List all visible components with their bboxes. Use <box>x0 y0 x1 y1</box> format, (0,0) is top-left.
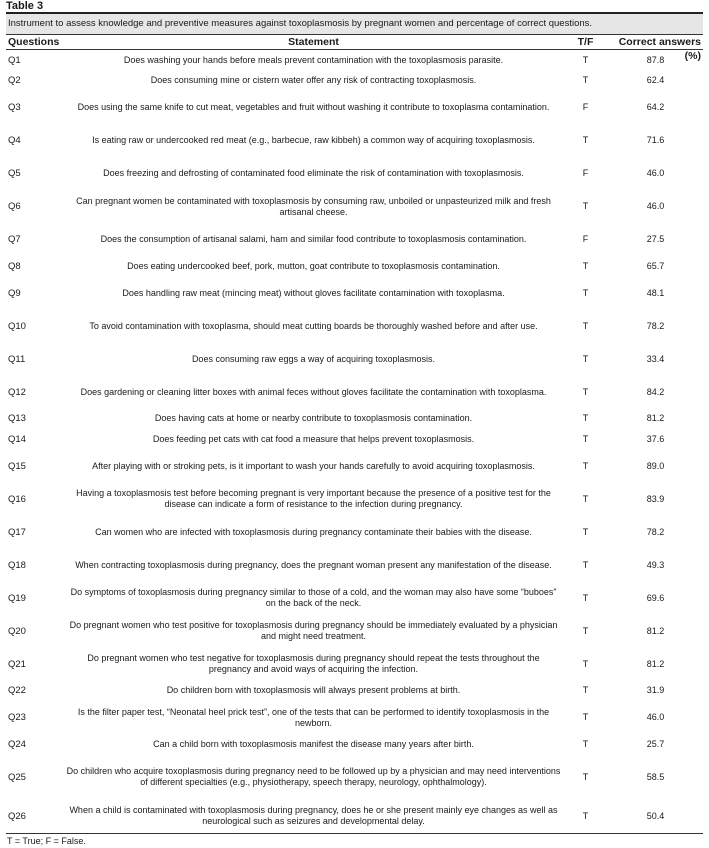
question-id: Q10 <box>8 320 26 332</box>
table-label: Table 3 <box>6 0 44 12</box>
table-row <box>6 701 703 734</box>
table-container <box>6 0 703 848</box>
correct-answers-percent: 78.2 <box>646 320 665 331</box>
true-false-value: T <box>582 460 589 471</box>
question-statement: Do pregnant women who test negative for toxoplasmosis during pregnancy should repeat the tests throughout the pregnancy and avoid ways of acquiring the infection. <box>87 653 540 674</box>
table-row <box>6 681 703 702</box>
question-statement: Is eating raw or undercooked red meat (e.g., barbecue, raw kibbeh) a common way of acquiring toxoplasmosis. <box>92 135 535 145</box>
question-id: Q16 <box>8 493 26 505</box>
correct-answers-percent: 84.2 <box>646 386 665 397</box>
question-statement: Can women who are infected with toxoplasmosis during pregnancy contaminate their babies with the disease. <box>95 526 532 537</box>
question-statement: Can pregnant women be contaminated with toxoplasmosis by consuming raw, unboiled or unpasteurized milk and fresh artisanal cheese. <box>76 195 551 217</box>
true-false-value: T <box>582 433 589 444</box>
correct-answers-percent: 81.2 <box>646 658 665 669</box>
question-id: Q13 <box>8 413 26 425</box>
question-id: Q1 <box>8 54 21 66</box>
question-statement: Do symptoms of toxoplasmosis during pregnancy similar to those of a cold, and the woman may also have some “buboes” on the back of the neck. <box>70 587 557 608</box>
table-row <box>6 734 703 755</box>
true-false-value: T <box>582 559 589 570</box>
table-row <box>6 615 703 648</box>
header-correct-answers: Correct answers (%) <box>618 36 701 62</box>
table-row <box>6 582 703 615</box>
table-row <box>6 157 703 190</box>
question-id: Q23 <box>8 712 26 723</box>
true-false-value: T <box>582 54 589 65</box>
true-false-value: T <box>582 493 589 504</box>
question-statement: Can a child born with toxoplasmosis manifest the disease many years after birth. <box>153 738 474 749</box>
correct-answers-percent: 62.4 <box>646 75 665 86</box>
question-id: Q2 <box>8 75 21 87</box>
question-statement: When contracting toxoplasmosis during pregnancy, does the pregnant woman present any manifestation of the disease. <box>75 559 552 570</box>
question-id: Q20 <box>8 625 26 637</box>
question-statement: Does washing your hands before meals prevent contamination with the toxoplasmosis parasite. <box>123 54 504 65</box>
question-id: Q3 <box>8 102 21 113</box>
table-row <box>6 343 703 376</box>
question-statement: Do pregnant women who test positive for toxoplasmosis during pregnancy should be immediately evaluated by a physician and might need treatment. <box>69 620 558 641</box>
question-statement: Does having cats at home or nearby contribute to toxoplasmosis contamination. <box>154 413 473 424</box>
correct-answers-percent: 46.0 <box>646 201 665 211</box>
question-id: Q11 <box>8 353 26 365</box>
table-row <box>6 50 703 71</box>
question-statement: Does the consumption of artisanal salami, ham and similar food contribute to toxoplasmosis contamination. <box>100 234 527 244</box>
true-false-value: T <box>582 810 589 821</box>
correct-answers-percent: 50.4 <box>646 810 665 821</box>
question-id: Q4 <box>8 135 21 146</box>
question-id: Q8 <box>8 260 21 272</box>
table-row <box>6 648 703 681</box>
true-false-value: T <box>582 625 589 636</box>
table-row <box>6 223 703 256</box>
correct-answers-percent: 69.6 <box>646 592 665 603</box>
question-statement: Does eating undercooked beef, pork, mutton, goat contribute to toxoplasmosis contamination. <box>127 260 500 271</box>
table-row <box>6 800 703 833</box>
question-statement: Does consuming mine or cistern water offer any risk of contracting toxoplasmosis. <box>150 75 477 86</box>
question-id: Q18 <box>8 559 26 571</box>
question-id: Q9 <box>8 287 21 299</box>
question-statement: Does freezing and defrosting of contaminated food eliminate the risk of contamination with toxoplasmosis. <box>103 168 524 178</box>
true-false-value: T <box>582 260 589 271</box>
question-id: Q5 <box>8 168 21 179</box>
table-row <box>6 516 703 549</box>
correct-answers-percent: 46.0 <box>646 168 665 178</box>
correct-answers-percent: 87.8 <box>646 54 665 65</box>
true-false-value: T <box>582 738 589 749</box>
question-statement: Do children who acquire toxoplasmosis during pregnancy need to be followed up by a physician and may need interventions of different specialties (e.g., physiotherapy, speech therapy, neurology, ophthalmology). <box>66 766 561 787</box>
true-false-value: T <box>582 413 589 424</box>
table-row <box>6 450 703 483</box>
true-false-value: T <box>582 320 589 331</box>
true-false-value: T <box>582 353 589 364</box>
correct-answers-percent: 27.5 <box>646 234 665 244</box>
table-footnote: T = True; F = False. <box>7 835 86 846</box>
true-false-value: F <box>582 234 589 244</box>
true-false-value: T <box>582 658 589 669</box>
header-tf: T/F <box>577 36 594 48</box>
table-row <box>6 256 703 277</box>
correct-answers-percent: 33.4 <box>646 353 665 364</box>
question-statement: Does handling raw meat (mincing meat) without gloves facilitate contamination with toxoplasma. <box>122 287 505 298</box>
question-id: Q19 <box>8 592 26 604</box>
table-row <box>6 124 703 157</box>
question-id: Q25 <box>8 771 26 783</box>
question-statement: When a child is contaminated with toxoplasmosis during pregnancy, does he or she present mainly eye changes as well as neurological such as seizures and developmental delay. <box>69 805 558 826</box>
true-false-value: T <box>582 771 589 782</box>
table-row <box>6 91 703 124</box>
question-statement: Is the filter paper test, “Neonatal heel prick test”, one of the tests that can be performed to identify toxoplasmosis in the newborn. <box>77 706 550 728</box>
question-statement: Does using the same knife to cut meat, vegetables and fruit without washing it contribute to toxoplasma contamination. <box>77 102 550 112</box>
question-id: Q14 <box>8 433 26 445</box>
true-false-value: T <box>582 386 589 397</box>
correct-answers-percent: 64.2 <box>646 102 665 112</box>
table-row <box>6 376 703 409</box>
correct-answers-percent: 78.2 <box>646 526 665 537</box>
question-id: Q21 <box>8 658 26 670</box>
true-false-value: T <box>582 712 589 722</box>
question-id: Q15 <box>8 460 26 472</box>
true-false-value: T <box>582 685 589 696</box>
correct-answers-percent: 65.7 <box>646 260 665 271</box>
correct-answers-percent: 81.2 <box>646 413 665 424</box>
true-false-value: T <box>582 75 589 86</box>
correct-answers-percent: 83.9 <box>646 493 665 504</box>
table-row <box>6 310 703 343</box>
question-id: Q22 <box>8 685 26 697</box>
table-body <box>6 50 703 834</box>
question-id: Q24 <box>8 738 26 750</box>
question-statement: Do children born with toxoplasmosis will always present problems at birth. <box>166 685 461 696</box>
correct-answers-percent: 89.0 <box>646 460 665 471</box>
correct-answers-percent: 49.3 <box>646 559 665 570</box>
table-caption: Instrument to assess knowledge and preventive measures against toxoplasmosis by pregnant women and percentage of correct questions. <box>6 12 703 34</box>
question-id: Q12 <box>8 386 26 398</box>
question-id: Q6 <box>8 201 21 212</box>
question-statement: To avoid contamination with toxoplasma, should meat cutting boards be thoroughly washed before and after use. <box>89 320 538 331</box>
table-row <box>6 190 703 223</box>
true-false-value: F <box>582 102 589 112</box>
table-row <box>6 549 703 582</box>
correct-answers-percent: 48.1 <box>646 287 665 298</box>
header-statement: Statement <box>288 36 339 48</box>
correct-answers-percent: 71.6 <box>646 135 665 145</box>
table-row <box>6 755 703 800</box>
correct-answers-percent: 31.9 <box>646 685 665 696</box>
table-row <box>6 429 703 450</box>
true-false-value: T <box>582 135 589 145</box>
correct-answers-percent: 81.2 <box>646 625 665 636</box>
true-false-value: T <box>582 287 589 298</box>
question-statement: Having a toxoplasmosis test before becoming pregnant is very important because the presence of a positive test for the disease can indicate a form of resistance to the infection during pregnancy. <box>76 488 551 509</box>
table-row <box>6 409 703 430</box>
true-false-value: T <box>582 201 589 211</box>
question-id: Q7 <box>8 234 21 245</box>
question-statement: Does feeding pet cats with cat food a measure that helps prevent toxoplasmosis. <box>152 433 475 444</box>
correct-answers-percent: 25.7 <box>646 738 665 749</box>
true-false-value: T <box>582 592 589 603</box>
correct-answers-percent: 58.5 <box>646 771 665 782</box>
question-id: Q17 <box>8 526 26 538</box>
header-questions: Questions <box>8 36 60 48</box>
correct-answers-percent: 37.6 <box>646 433 665 444</box>
true-false-value: T <box>582 526 589 537</box>
question-id: Q26 <box>8 810 26 822</box>
true-false-value: F <box>582 168 589 178</box>
table-row <box>6 277 703 310</box>
question-statement: After playing with or stroking pets, is it important to wash your hands carefully to avoid acquiring toxoplasmosis. <box>92 460 535 471</box>
table-row <box>6 483 703 516</box>
question-statement: Does consuming raw eggs a way of acquiring toxoplasmosis. <box>191 353 436 364</box>
correct-answers-percent: 46.0 <box>646 712 665 722</box>
table-row <box>6 71 703 92</box>
question-statement: Does gardening or cleaning litter boxes with animal feces without gloves facilitate the contamination with toxoplasma. <box>80 386 547 397</box>
